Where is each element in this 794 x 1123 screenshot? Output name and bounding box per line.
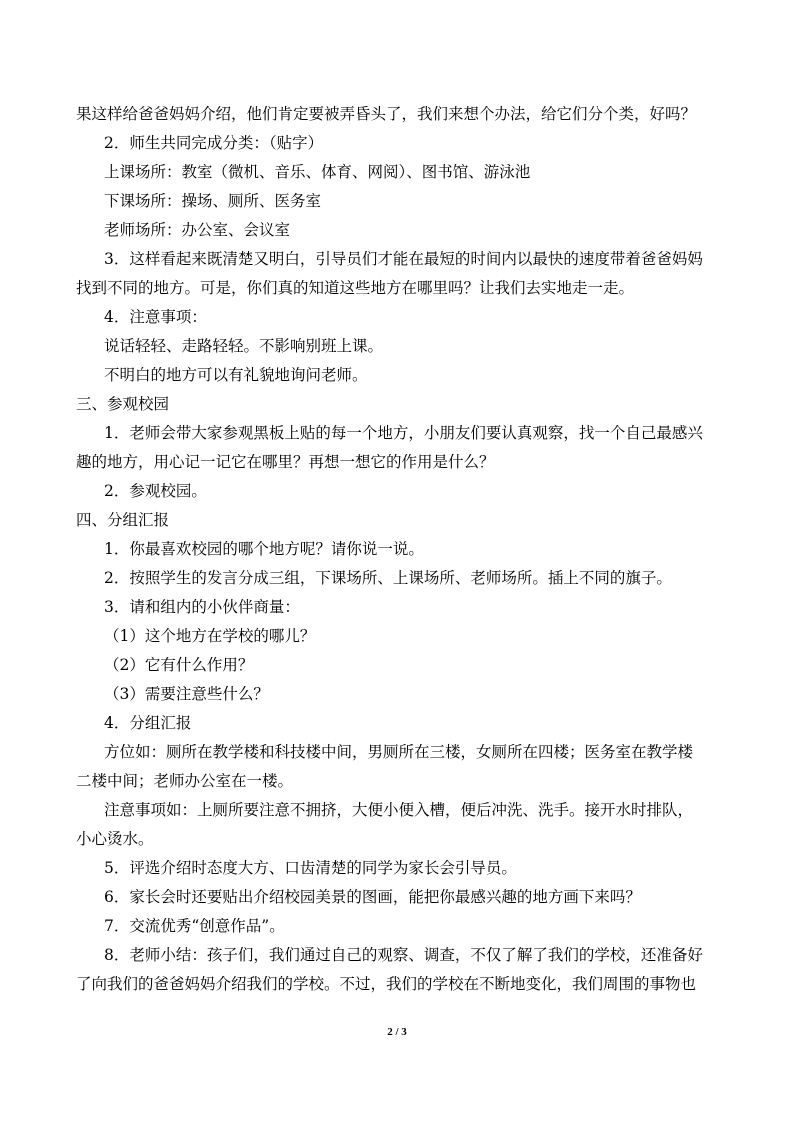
paragraph-line: 2．参观校园。 [104,482,207,500]
document-body [76,100,716,999]
paragraph-line: 6．家长会时还要贴出介绍校园美景的图画，能把你最感兴趣的地方画下来吗？ [104,888,641,906]
paragraph-line: 1．你最喜欢校园的哪个地方呢？请你说一说。 [104,540,424,558]
paragraph-line: 方位如：厕所在教学楼和科技楼中间，男厕所在三楼，女厕所在四楼；医务室在教学楼 [104,743,694,761]
paragraph-line: 说话轻轻、走路轻轻。不影响别班上课。 [104,337,384,355]
paragraph-line: 二楼中间；老师办公室在一楼。 [76,772,294,790]
paragraph-line: （2）它有什么作用？ [104,656,254,674]
paragraph-line: （3）需要注意些什么？ [104,685,269,703]
section-heading: 三、参观校园 [76,395,170,413]
paragraph-line: 8．老师小结：孩子们，我们通过自己的观察、调查，不仅了解了我们的学校，还准备好 [104,946,703,964]
paragraph-line: 不明白的地方可以有礼貌地询问老师。 [104,366,368,384]
paragraph-line: 下课场所：操场、厕所、医务室 [104,192,322,210]
paragraph-line: 果这样给爸爸妈妈介绍，他们肯定要被弄昏头了，我们来想个办法，给它们分个类，好吗？ [76,105,697,123]
paragraph-line: 上课场所：教室（微机、音乐、体育、网阅）、图书馆、游泳池 [104,163,531,181]
paragraph-line: 4．注意事项： [104,308,207,326]
paragraph-line: 老师场所：办公室、会议室 [104,221,291,239]
paragraph-line: 4．分组汇报 [104,714,192,732]
paragraph-line: 5．评选介绍时态度大方、口齿清楚的同学为家长会引导员。 [104,859,517,877]
paragraph-line: 了向我们的爸爸妈妈介绍我们的学校。不过，我们的学校在不断地变化，我们周围的事物也 [76,975,697,993]
paragraph-line: 趣的地方，用心记一记它在哪里？再想一想它的作用是什么？ [76,453,495,471]
paragraph-line: 2．师生共同完成分类：（贴字） [104,134,324,152]
paragraph-line: 注意事项如：上厕所要注意不拥挤，大便小便入槽，便后冲洗、洗手。接开水时排队， [104,801,694,819]
paragraph-line: 2．按照学生的发言分成三组，下课场所、上课场所、老师场所。插上不同的旗子。 [104,569,672,587]
paragraph-line: 找到不同的地方。可是，你们真的知道这些地方在哪里吗？让我们去实地走一走。 [76,279,635,297]
section-heading: 四、分组汇报 [76,511,170,529]
page-number: 2 / 3 [387,1026,407,1038]
paragraph-line: （1）这个地方在学校的哪儿？ [104,627,316,645]
paragraph-line: 3．这样看起来既清楚又明白，引导员们才能在最短的时间内以最快的速度带着爸爸妈妈 [104,250,703,268]
paragraph-line: 1．老师会带大家参观黑板上贴的每一个地方，小朋友们要认真观察，找一个自己最感兴 [104,424,703,442]
paragraph-line: 小心烫水。 [76,830,154,848]
paragraph-line: 3．请和组内的小伙伴商量： [104,598,300,616]
paragraph-line: 7．交流优秀“创意作品”。 [104,917,285,935]
